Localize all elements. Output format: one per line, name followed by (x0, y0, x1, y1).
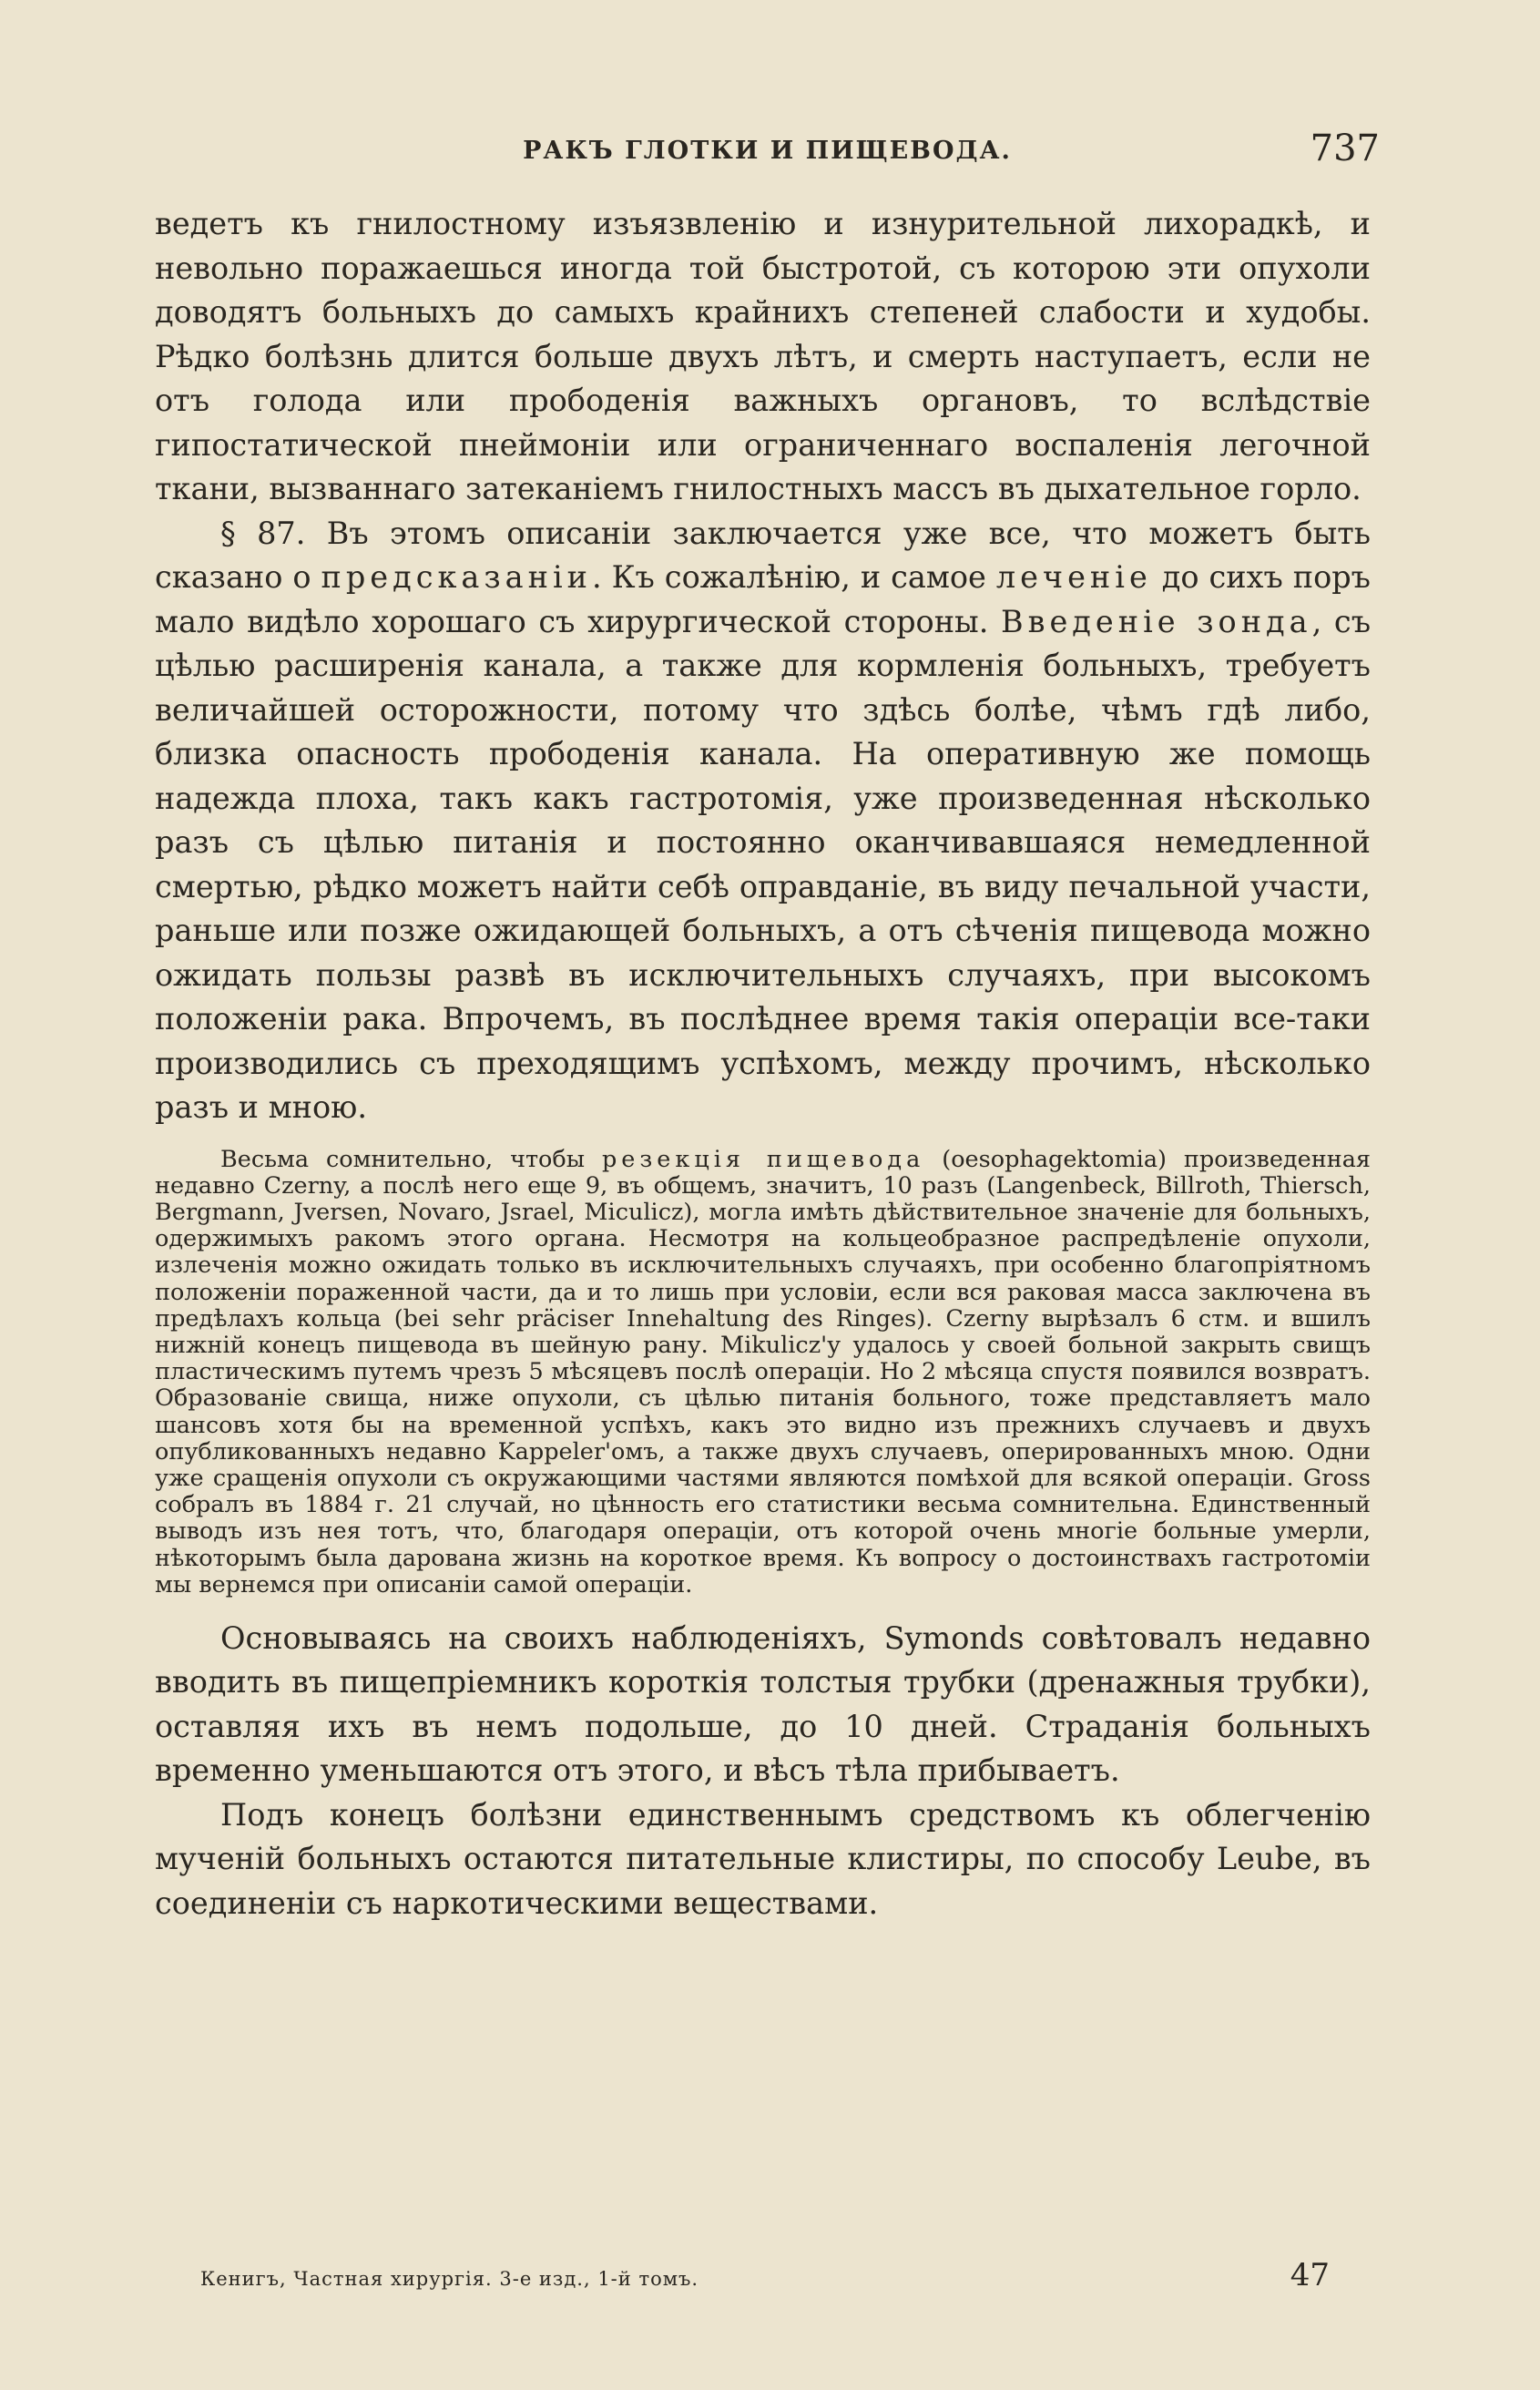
p2-text-g: , съ цѣлью расширенія канала, а также для кормленія больныхъ, требуетъ величайшей осторожности, потому что здѣсь болѣе, чѣмъ гдѣ либо, близка опасность прободенія канала. На оперативную же помощь надежда плоха, такъ какъ гастротомія, уже произведенная нѣсколько разъ съ цѣлью питанія и постоянно оканчивавшаяся немедленной смертью, рѣдко можетъ найти себѣ оправданіе, въ виду печальной участи, раньше или позже ожидающей больныхъ, а отъ сѣченія пищевода можно ожидать пользы развѣ въ исключительныхъ случаяхъ, при высокомъ положеніи рака. Впрочемъ, въ послѣднее время такія операціи все-таки производились съ преходящимъ успѣхомъ, между прочимъ, нѣсколько разъ и мною. (155, 603, 1372, 1125)
note-text-a: Весьма сомнительно, чтобы (220, 1145, 602, 1173)
page-footer (155, 2257, 1330, 2303)
p2-spaced-treatment: леченіе (995, 559, 1152, 595)
footer-source: Кенигъ, Частная хирургія. 3-е изд., 1-й томъ. (200, 2268, 699, 2290)
signature-number: 47 (1290, 2257, 1330, 2293)
p2-spaced-prediction: предсказаніи (321, 559, 593, 595)
page-header (155, 128, 1380, 173)
p2-spaced-probe: Введеніе зонда (1001, 603, 1312, 639)
note-spaced-resection: резекція пищевода (601, 1145, 925, 1173)
paragraph-symonds: Основываясь на своихъ наблюденіяхъ, Symonds совѣтовалъ недавно вводить въ пищепріемникъ короткія толстыя трубки (дренажныя трубки), оставляя ихъ въ немъ подольше, до 10 дней. Страданія больныхъ временно уменьшаются отъ этого, и вѣсъ тѣла прибываетъ. (155, 1619, 1371, 1789)
paragraph-1: ведетъ къ гнилостному изъязвленію и изнурительной лихорадкѣ, и невольно поражаешься иногда той быстротой, съ которою эти опухоли доводятъ больныхъ до самыхъ крайнихъ степеней слабости и худобы. Рѣдко болѣзнь длится больше двухъ лѣтъ, и смерть наступаетъ, если не отъ голода или прободенія важныхъ органовъ, то вслѣдствіе гипостатической пнеймоніи или ограниченнаго воспаленія легочной ткани, вызваннаго затеканіемъ гнилостныхъ массъ въ дыхательное горло. (155, 206, 1371, 506)
p2-text-e: до сихъ поръ мало видѣло хорошаго съ хирургической стороны. (155, 559, 1371, 639)
paragraph-leube: Подъ конецъ болѣзни единственнымъ средствомъ къ облегченію мученій больныхъ остаются питательные клистиры, по способу Leube, въ соединеніи съ наркотическими веществами. (155, 1796, 1371, 1921)
note-text-c: (oesophagektomia) произведенная недавно Czerny, а послѣ него еще 9, въ общемъ, значитъ, 10 разъ (Langenbeck, Billroth, Thiersch, Bergmann, Jversen, Novaro, Jsrael, Miculicz), могла имѣть дѣйствительное значеніе для больныхъ, одержимыхъ ракомъ этого органа. Несмотря на кольцеобразное распредѣленіе опухоли, излеченія можно ожидать только въ исключительныхъ случаяхъ, при особенно благопріятномъ положеніи пораженной части, да и то лишь при условіи, если вся раковая масса заключена въ предѣлахъ кольца (bei sehr präciser Innehaltung des Ringes). Czerny вырѣзалъ 6 стм. и вшилъ нижній конецъ пищевода въ шейную рану. Mikulicz'у удалось у своей больной закрыть свищъ пластическимъ путемъ чрезъ 5 мѣсяцевъ послѣ операціи. Но 2 мѣсяца спустя появился возвратъ. Образованіе свища, ниже опухоли, съ цѣлью питанія больного, тоже представляетъ мало шансовъ хотя бы на временной успѣхъ, какъ это видно изъ прежнихъ случаевъ и двухъ опубликованныхъ недавно Kappeler'омъ, а также двухъ случаевъ, оперированныхъ мною. Одни уже сращенія опухоли съ окружающими частями являются помѣхой для всякой операціи. Gross собралъ въ 1884 г. 21 случай, но цѣнность его статистики весьма сомнительна. Единственный выводъ изъ нея тотъ, что, благодаря операціи, отъ которой очень многіе больные умерли, нѣкоторымъ была дарована жизнь на короткое время. Къ вопросу о достоинствахъ гастротоміи мы вернемся при описаніи самой операціи. (155, 1145, 1371, 1598)
page-number: 737 (1310, 128, 1380, 169)
paragraph-section-87 (155, 512, 1371, 1130)
p2-text-c: . Къ сожалѣнію, и самое (592, 559, 996, 595)
page-body (155, 202, 1371, 1925)
footnote-small-print (155, 1147, 1371, 1598)
p2-text-a: § 87. Въ этомъ описаніи заключается уже все, что можетъ быть сказано о (155, 515, 1371, 595)
running-title: РАКЪ ГЛОТКИ И ПИЩЕВОДА. (523, 137, 1012, 165)
